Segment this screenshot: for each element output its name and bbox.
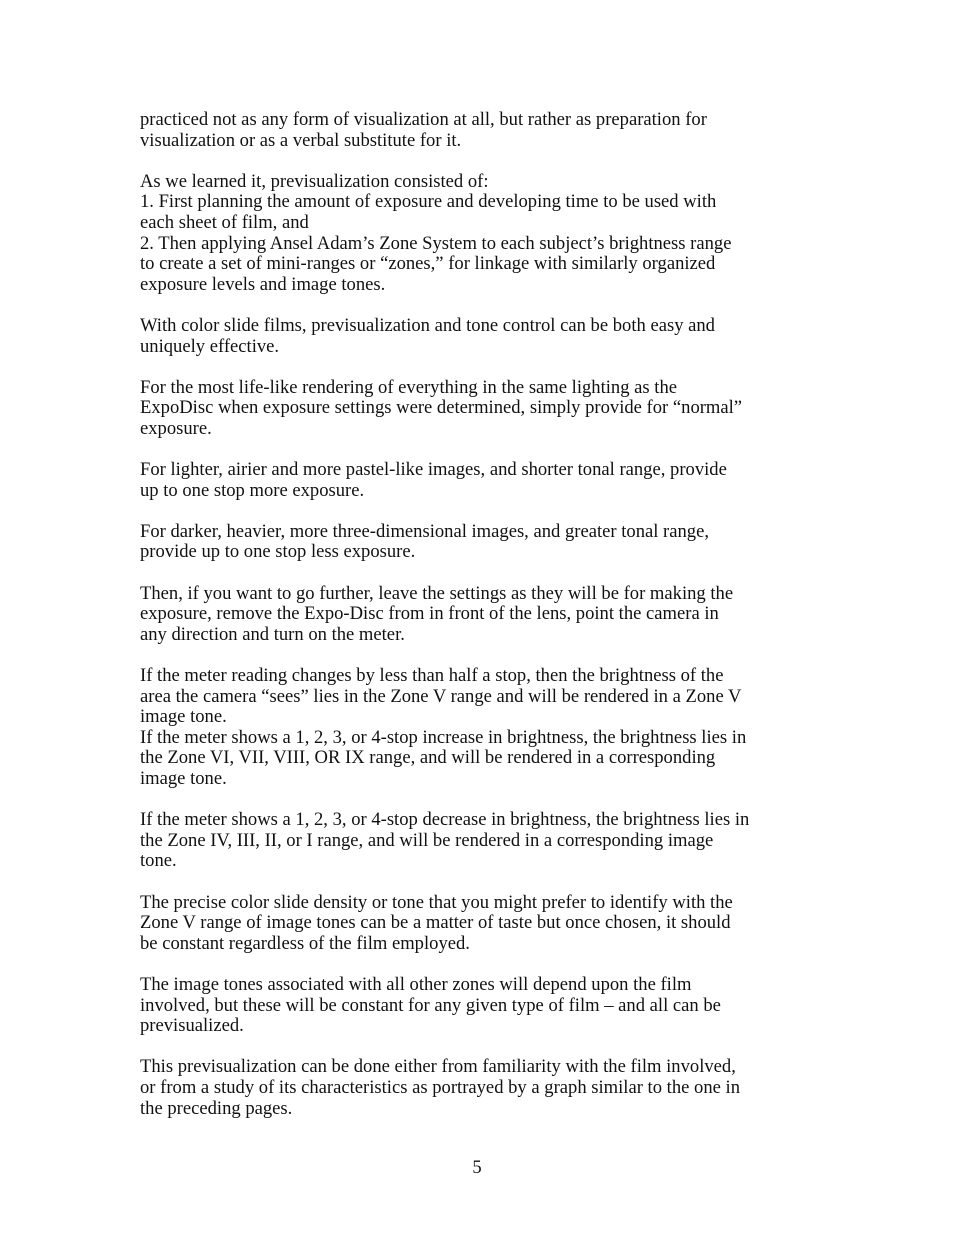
text-line: Then, if you want to go further, leave the settings as they will be for making the bbox=[140, 582, 734, 604]
text-line: If the meter reading changes by less than half a stop, then the brightness of the bbox=[140, 665, 724, 687]
text-line: exposure, remove the Expo-Disc from in front of the lens, point the camera in bbox=[140, 603, 719, 625]
paragraph bbox=[140, 975, 820, 1037]
text-line: If the meter shows a 1, 2, 3, or 4-stop increase in brightness, the brightness lies in bbox=[140, 726, 747, 748]
text-line: tone. bbox=[140, 850, 177, 872]
paragraph bbox=[140, 810, 820, 872]
text-line: or from a study of its characteristics as portrayed by a graph similar to the one in bbox=[140, 1076, 740, 1098]
text-line: each sheet of film, and bbox=[140, 211, 309, 233]
text-line: to create a set of mini-ranges or “zones,” for linkage with similarly organized bbox=[140, 253, 716, 275]
text-line: uniquely effective. bbox=[140, 335, 280, 357]
text-line: area the camera “sees” lies in the Zone V range and will be rendered in a Zone V bbox=[140, 685, 742, 707]
text-line: image tone. bbox=[140, 706, 227, 728]
text-line: the Zone VI, VII, VIII, OR IX range, and will be rendered in a corresponding bbox=[140, 747, 716, 769]
paragraph bbox=[140, 460, 820, 501]
text-line: Zone V range of image tones can be a matter of taste but once chosen, it should bbox=[140, 912, 731, 934]
paragraph bbox=[140, 522, 820, 563]
paragraph bbox=[140, 378, 820, 440]
text-line: previsualized. bbox=[140, 1015, 244, 1037]
page-body bbox=[140, 110, 820, 1140]
text-line: As we learned it, previsualization consisted of: bbox=[140, 170, 489, 192]
paragraph bbox=[140, 316, 820, 357]
text-line: provide up to one stop less exposure. bbox=[140, 541, 416, 563]
text-line: visualization or as a verbal substitute for it. bbox=[140, 129, 462, 151]
text-line: ExpoDisc when exposure settings were determined, simply provide for “normal” bbox=[140, 397, 743, 419]
paragraph bbox=[140, 172, 820, 296]
text-line: exposure. bbox=[140, 417, 212, 439]
text-line: 1. First planning the amount of exposure and developing time to be used with bbox=[140, 191, 717, 213]
text-line: The image tones associated with all other zones will depend upon the film bbox=[140, 973, 692, 995]
paragraph bbox=[140, 893, 820, 955]
text-line: For the most life-like rendering of everything in the same lighting as the bbox=[140, 376, 678, 398]
text-line: any direction and turn on the meter. bbox=[140, 623, 405, 645]
paragraph bbox=[140, 584, 820, 646]
paragraph bbox=[140, 666, 820, 790]
text-line: exposure levels and image tones. bbox=[140, 273, 386, 295]
paragraph bbox=[140, 110, 820, 151]
text-line: image tone. bbox=[140, 768, 227, 789]
paragraph bbox=[140, 1057, 820, 1119]
text-line: The precise color slide density or tone that you might prefer to identify with the bbox=[140, 891, 733, 913]
page-number: 5 bbox=[472, 1157, 482, 1178]
text-line: involved, but these will be constant for any given type of film – and all can be bbox=[140, 994, 721, 1016]
text-line: the Zone IV, III, II, or I range, and will be rendered in a corresponding image bbox=[140, 829, 714, 851]
text-line: up to one stop more exposure. bbox=[140, 479, 365, 501]
text-line: With color slide films, previsualization and tone control can be both easy and bbox=[140, 314, 715, 336]
text-line: For lighter, airier and more pastel-like images, and shorter tonal range, provide bbox=[140, 459, 727, 481]
text-line: 2. Then applying Ansel Adam’s Zone System to each subject’s brightness range bbox=[140, 232, 732, 254]
text-line: be constant regardless of the film employed. bbox=[140, 932, 470, 954]
text-line: the preceding pages. bbox=[140, 1097, 293, 1119]
text-line: If the meter shows a 1, 2, 3, or 4-stop decrease in brightness, the brightness lies in bbox=[140, 809, 750, 831]
text-line: practiced not as any form of visualization at all, but rather as preparation for bbox=[140, 109, 707, 130]
text-line: For darker, heavier, more three-dimensional images, and greater tonal range, bbox=[140, 520, 709, 542]
text-line: This previsualization can be done either from familiarity with the film involved, bbox=[140, 1056, 736, 1078]
